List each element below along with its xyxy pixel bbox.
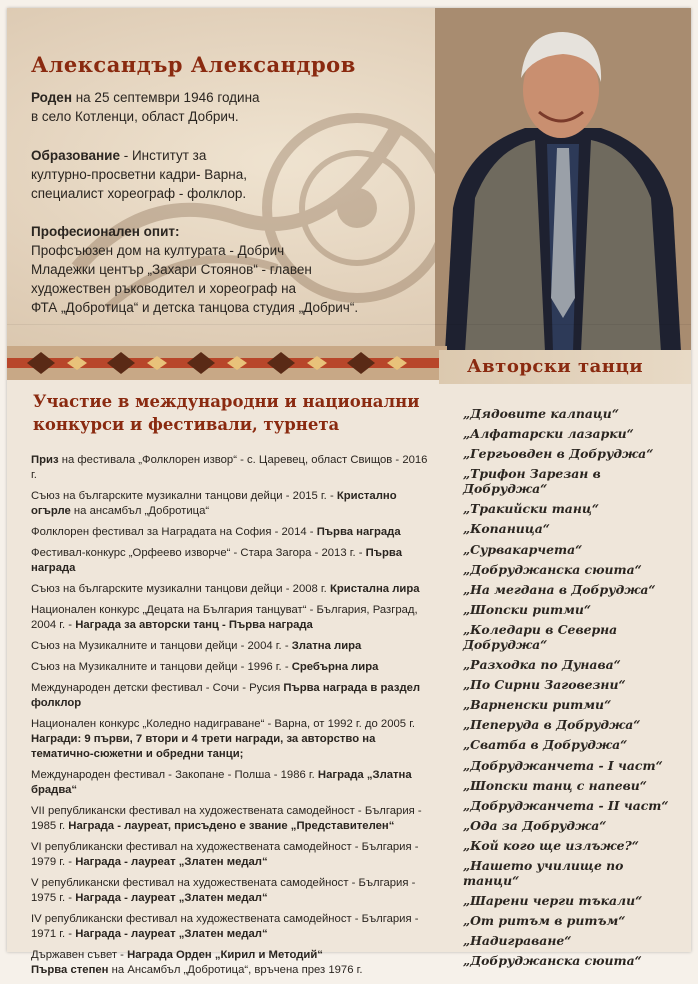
dance-item: „Пеперуда в Добруджа“ bbox=[463, 717, 641, 733]
fold-line bbox=[7, 324, 691, 325]
experience-label: Професионален опит: bbox=[31, 224, 180, 239]
dance-item: „Кой кого ще излъже?“ bbox=[463, 837, 639, 853]
birth-text-1: на 25 септември 1946 година bbox=[71, 90, 260, 105]
portrait-photo bbox=[435, 8, 691, 352]
brochure-page bbox=[7, 8, 691, 976]
dance-item: „Гергьовден в Добруджа“ bbox=[463, 446, 654, 462]
ornament-band-icon bbox=[7, 346, 447, 380]
award-highlight: Първа награда bbox=[31, 547, 402, 574]
award-text: Международен фестивал - Закопане - Полша - 1986 г. bbox=[31, 769, 318, 781]
award-item bbox=[31, 804, 431, 834]
award-highlight: Награда за авторски танц - Първа награда bbox=[75, 619, 313, 631]
experience-line: Младежки център „Захари Стоянов“ - главен bbox=[31, 262, 312, 277]
award-item bbox=[31, 660, 431, 675]
dance-item: „Шопски танц с напеви“ bbox=[463, 777, 647, 793]
awards-heading bbox=[33, 390, 423, 436]
dance-item: „Добруджанчета - II част“ bbox=[463, 797, 669, 813]
birth-info bbox=[31, 88, 260, 126]
awards-title-line-1: Участие в международни и национални bbox=[33, 392, 420, 411]
award-item bbox=[31, 681, 431, 711]
dance-item: „Шопски ритми“ bbox=[463, 601, 592, 617]
dance-item: „Сватба в Добруджа“ bbox=[463, 737, 628, 753]
award-item bbox=[31, 453, 431, 483]
award-highlight: Първа степен bbox=[31, 964, 109, 976]
authored-dances-heading bbox=[439, 350, 691, 384]
award-item bbox=[31, 717, 431, 762]
award-text: Фестивал-конкурс „Орфеево изворче“ - Стара Загора - 2013 г. - bbox=[31, 547, 366, 559]
dances-list bbox=[463, 406, 683, 973]
dance-item: „Тракийски танц“ bbox=[463, 501, 599, 517]
dance-item: „Шарени черги тъкали“ bbox=[463, 893, 643, 909]
dance-item: „От ритъм в ритъм“ bbox=[463, 913, 626, 929]
dance-item: „Разходка по Дунава“ bbox=[463, 657, 621, 673]
dance-item: „Дядовите калпаци“ bbox=[463, 406, 619, 421]
award-text: Международен детски фестивал - Сочи - Русия bbox=[31, 682, 284, 694]
award-item bbox=[31, 603, 431, 633]
award-highlight: Награда „Златна брадва“ bbox=[31, 769, 412, 796]
award-item bbox=[31, 912, 431, 942]
award-text: на Ансамбъл „Добротица“, връчена през 1976 г. bbox=[108, 964, 363, 976]
education-text-3: специалист хореограф - фолклор. bbox=[31, 186, 247, 201]
dance-item: „Добруджанска сюита“ bbox=[463, 561, 642, 577]
award-text: Национален конкурс „Коледно надиграване“ - Варна, от 1992 г. до 2005 г. bbox=[31, 718, 416, 730]
award-text: на фестивала „Фолклорен извор“ - с. Царевец, област Свищов - 2016 г. bbox=[31, 454, 428, 481]
award-text: Съюз на българските музикални танцови дейци - 2008 г. bbox=[31, 583, 330, 595]
award-highlight: Приз bbox=[31, 454, 59, 466]
dance-item: „Трифон Зарезан в Добруджа“ bbox=[463, 466, 601, 497]
award-highlight: Награди: 9 първи, 7 втори и 4 трети награди, за авторство на тематично-сюжетни и обредни танци; bbox=[31, 733, 376, 760]
education-label: Образование bbox=[31, 148, 120, 163]
awards-list bbox=[31, 453, 431, 984]
award-text: Фолклорен фестивал за Наградата на София - 2014 - bbox=[31, 526, 317, 538]
award-item bbox=[31, 768, 431, 798]
authored-dances-title: Авторски танци bbox=[467, 356, 644, 377]
person-name: Александър Александров bbox=[31, 52, 356, 77]
award-text: Съюз на Музикалните и танцови дейци - 1996 г. - bbox=[31, 661, 292, 673]
award-item bbox=[31, 489, 431, 519]
experience-line: ФТА „Добротица“ и детска танцова студия „Добрич“. bbox=[31, 300, 359, 315]
award-item bbox=[31, 948, 431, 978]
birth-text-2: в село Котленци, област Добрич. bbox=[31, 109, 239, 124]
award-highlight: Кристална лира bbox=[329, 583, 420, 595]
dance-item: „Алфатарски лазарки“ bbox=[463, 426, 634, 442]
experience-info bbox=[31, 222, 358, 317]
experience-line: Профсъюзен дом на културата - Добрич bbox=[31, 243, 285, 258]
dance-item: „Коледари в Северна Добруджа“ bbox=[463, 621, 618, 652]
award-text: IV републикански фестивал на художествената самодейност - България - 1971 г. - bbox=[31, 913, 419, 940]
dance-item: „Добруджанска сюита“ bbox=[463, 953, 642, 969]
award-text: Национален конкурс „Децата на България танцуват“ - България, Разград, 2004 г. - bbox=[31, 604, 418, 631]
award-item bbox=[31, 582, 431, 597]
dance-item: „Добруджанчета - I част“ bbox=[463, 757, 663, 773]
award-item bbox=[31, 639, 431, 654]
award-text: Съюз на Музикалните и танцови дейци - 2004 г. - bbox=[31, 640, 292, 652]
award-text: VI републикански фестивал на художествената самодейност - България - 1979 г. - bbox=[31, 841, 419, 868]
awards-title-line-2: конкурси и фестивали, турнета bbox=[33, 415, 340, 434]
award-highlight: Награда Орден „Кирил и Методий“ bbox=[127, 949, 323, 961]
award-text: на ансамбъл „Добротица“ bbox=[70, 505, 210, 517]
dance-item: „Сурвакарчета“ bbox=[463, 541, 583, 557]
award-text: VII републикански фестивал на художествената самодейност - България - 1985 г. bbox=[31, 805, 422, 832]
award-item bbox=[31, 546, 431, 576]
award-highlight: Златна лира bbox=[291, 640, 362, 652]
award-highlight: Първа награда bbox=[316, 526, 401, 538]
education-text-2: културно-просветни кадри- Варна, bbox=[31, 167, 247, 182]
dance-item: „Нашето училище по танци“ bbox=[463, 857, 624, 888]
award-highlight: Награда - лауреат „Златен медал“ bbox=[75, 928, 268, 940]
award-highlight: Награда - лауреат, присъдено е звание „Представителен“ bbox=[68, 820, 395, 832]
award-highlight: Награда - лауреат „Златен медал“ bbox=[75, 892, 268, 904]
award-highlight: Награда - лауреат „Златен медал“ bbox=[75, 856, 268, 868]
birth-label: Роден bbox=[31, 90, 72, 105]
dance-item: „Надиграване“ bbox=[463, 933, 572, 949]
dance-item: „Копаница“ bbox=[463, 521, 550, 537]
dance-item: „По Сирни Заговезни“ bbox=[463, 677, 626, 693]
award-text: V републикански фестивал на художествената самодейност - България - 1975 г. - bbox=[31, 877, 416, 904]
award-item bbox=[31, 525, 431, 540]
education-info bbox=[31, 146, 247, 203]
award-highlight: Сребърна лира bbox=[291, 661, 379, 673]
award-text: Съюз на българските музикални танцови дейци - 2015 г. - bbox=[31, 490, 337, 502]
dance-item: „Варненски ритми“ bbox=[463, 697, 612, 713]
dance-item: „На мегдана в Добруджа“ bbox=[463, 581, 656, 597]
education-text-1: - Институт за bbox=[119, 148, 207, 163]
experience-line: художествен ръководител и хореограф на bbox=[31, 281, 297, 296]
award-text: Държавен съвет - bbox=[31, 949, 128, 961]
dance-item: „Ода за Добруджа“ bbox=[463, 817, 607, 833]
award-highlight: Кристално огърле bbox=[31, 490, 397, 517]
award-highlight: Първа награда в раздел фолклор bbox=[31, 682, 421, 709]
award-item bbox=[31, 840, 431, 870]
award-item bbox=[31, 876, 431, 906]
